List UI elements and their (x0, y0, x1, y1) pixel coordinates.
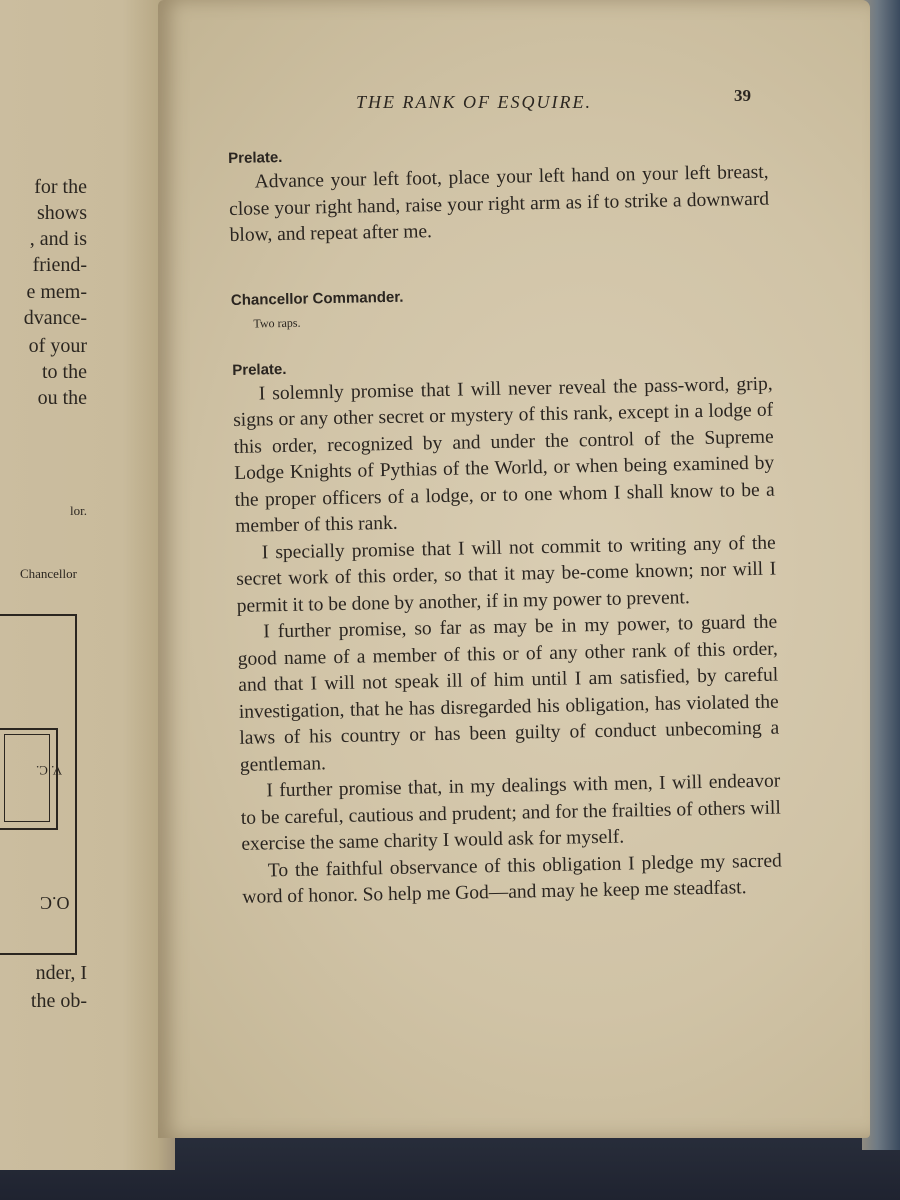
left-text-fragment: lor. (70, 503, 87, 518)
paragraph: I specially promise that I will not commit to writing any of the secret work of this order, so that it may be-come known; nor will I permit it to be done by another, if in my power to prevent. (236, 532, 777, 617)
left-text-fragment: of your (28, 335, 87, 357)
diagram-station-box (0, 728, 58, 830)
paragraph: I solemnly promise that I will never reveal the pass-word, grip, signs or any other secret or mystery of this rank, except in a lodge of this order, recognized by and under the control of the Supreme Lodge Knights of Pythias of the World, or when being examined by the proper officers of a lodge, or to one whom I shall know to be a member of this rank. (233, 373, 775, 537)
left-text-fragment: Chancellor (19, 566, 77, 581)
left-text-fragment: e mem- (26, 281, 87, 303)
left-text-fragment: ou the (37, 387, 87, 409)
left-text-fragment: for the (34, 176, 87, 198)
speaker-label: Prelate. (232, 360, 287, 379)
diagram-label: V. C. (36, 763, 63, 778)
diagram-label: O.C (40, 893, 70, 913)
left-text-fragment: friend- (32, 254, 87, 276)
ritual-text (228, 138, 783, 912)
right-page (158, 0, 870, 1138)
left-text-fragment: nder, I (35, 962, 87, 984)
left-text-fragment: to the (42, 361, 87, 383)
stage-direction: Two raps. (253, 315, 301, 331)
page-number: 39 (734, 86, 751, 105)
left-text-fragment: shows (36, 202, 87, 224)
diagram-station-inner (4, 734, 50, 822)
left-text-fragment: , and is (29, 228, 87, 250)
paragraph: I further promise, so far as may be in my power, to guard the good name of a member of this or of any other rank of this order, and that I will not speak ill of him until I am satisfied, by careful investigation, that he has disregarded his obligation, has violated the laws of his country or has been guilty of conduct unbecoming a gentleman. (237, 611, 780, 776)
speaker-label: Chancellor Commander. (230, 288, 404, 309)
paragraph: Advance your left foot, place your left hand on your left breast, close your right hand, raise your right arm as if to strike a downward blow, and repeat after me. (228, 161, 770, 246)
left-text-fragment: dvance- (23, 307, 87, 329)
paragraph: To the faithful observance of this obligation I pledge my sacred word of honor. So help me God—and may he keep me steadfast. (242, 850, 782, 908)
left-page (0, 0, 175, 1170)
left-text-fragment: the ob- (30, 990, 87, 1012)
running-head: THE RANK OF ESQUIRE. (356, 92, 592, 112)
paragraph: I further promise that, in my dealings with men, I will endeavor to be careful, cautious and prudent; and for the frailties of others will exercise the same charity I would ask for myself. (240, 770, 781, 855)
speaker-label: Prelate. (228, 148, 283, 167)
